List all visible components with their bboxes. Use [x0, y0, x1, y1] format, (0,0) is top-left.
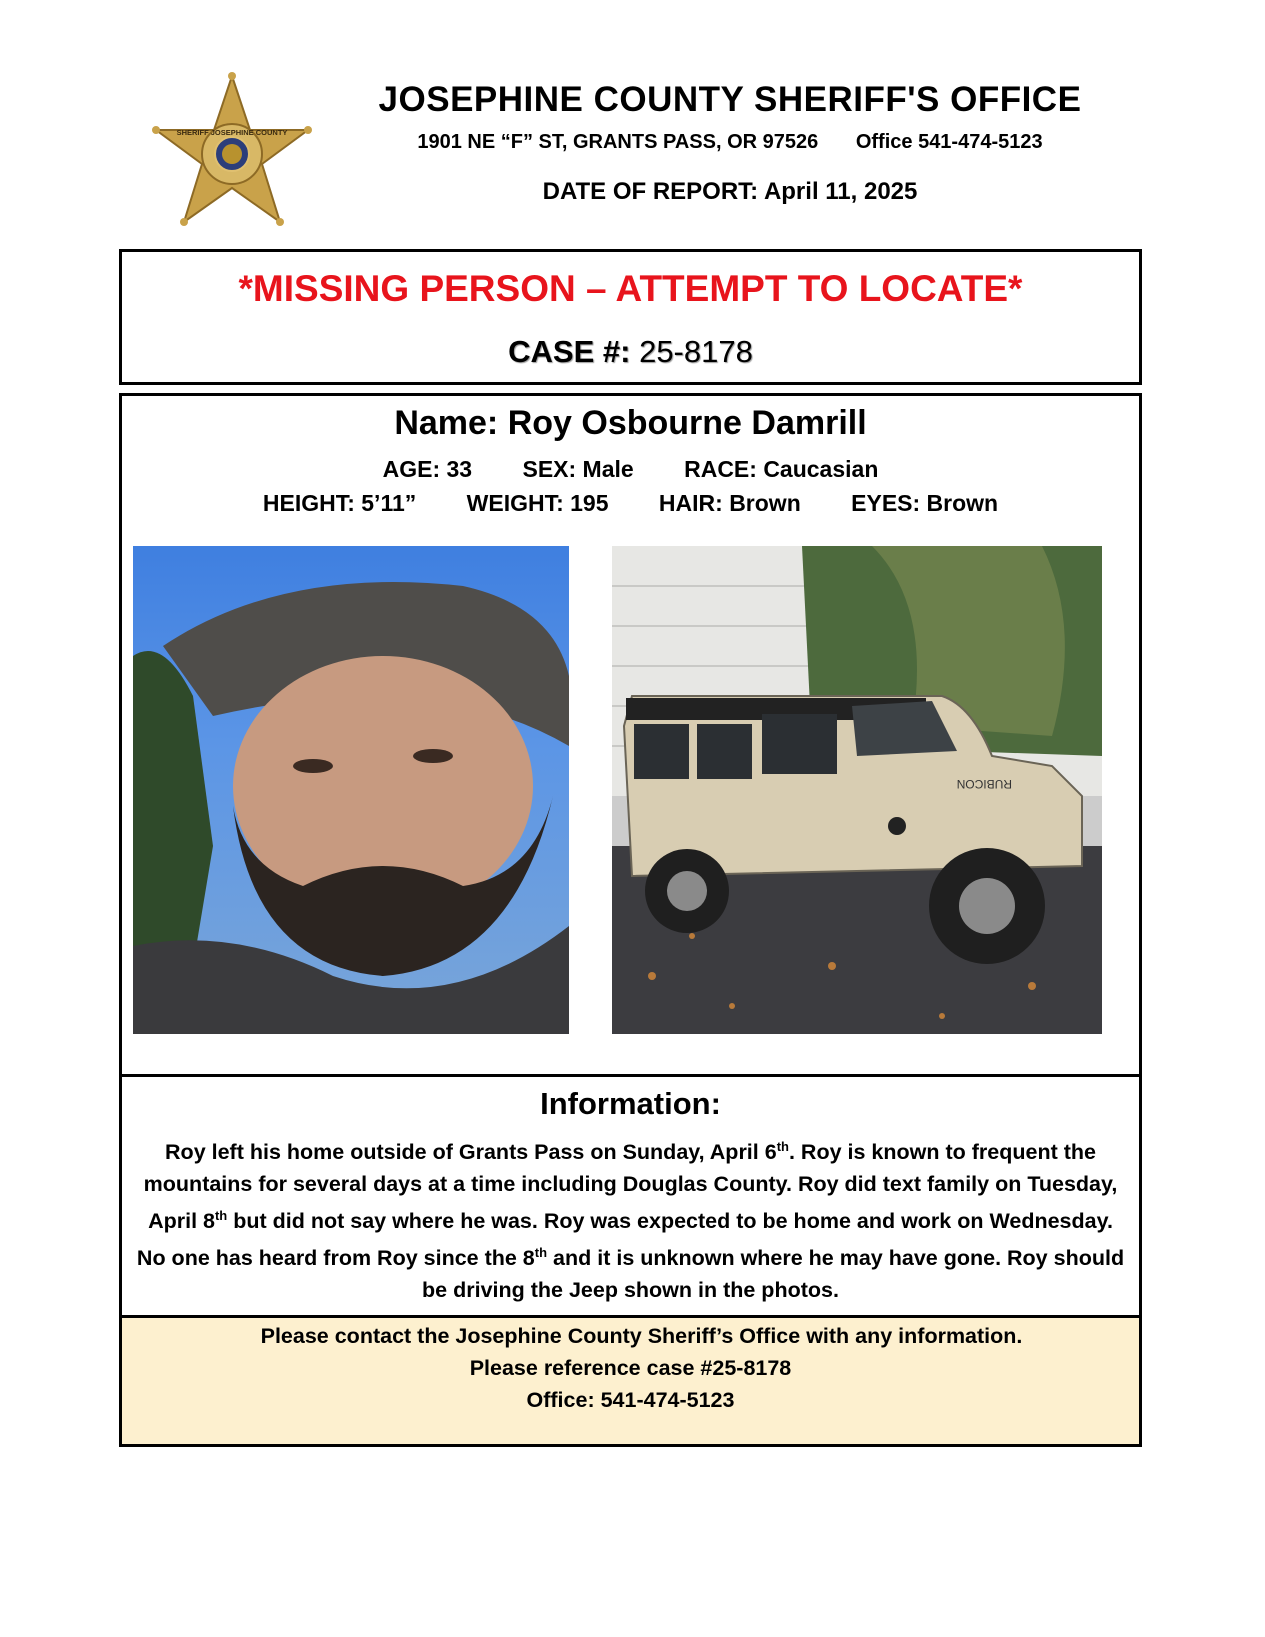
info-text-part: and it is unknown where he may have gone. Roy should be driving the Jeep shown in the photos.	[422, 1246, 1125, 1303]
person-name: Name: Roy Osbourne Damrill	[394, 404, 867, 442]
information-text	[134, 1131, 1127, 1306]
section-divider	[122, 1074, 1139, 1077]
person-stats-row-2	[122, 490, 1139, 517]
person-stats-row-1	[122, 456, 1139, 483]
badge-text: SHERIFF JOSEPHINE COUNTY	[176, 128, 288, 137]
ordinal-suffix: th	[214, 1208, 228, 1224]
person-weight: WEIGHT: 195	[466, 490, 609, 516]
alert-box	[119, 249, 1142, 385]
contact-section	[122, 1315, 1139, 1444]
person-age: AGE: 33	[382, 456, 473, 482]
agency-title: JOSEPHINE COUNTY SHERIFF'S OFFICE	[378, 80, 1082, 119]
office-phone: Office 541-474-5123	[855, 131, 1043, 153]
person-race: RACE: Caucasian	[684, 456, 879, 482]
info-text-part: Roy left his home outside of Grants Pass on Sunday, April 6	[165, 1140, 777, 1165]
ordinal-suffix: th	[534, 1245, 548, 1261]
info-text-part: but did not say where he was. Roy was expected to be home and work on Wednesday. No one has heard from Roy since the 8	[136, 1209, 1113, 1271]
report-date: DATE OF REPORT: April 11, 2025	[542, 178, 918, 205]
missing-person-photo	[133, 546, 569, 1034]
information-heading: Information:	[540, 1086, 721, 1121]
person-height: HEIGHT: 5’11”	[262, 490, 417, 516]
case-label: CASE #:	[508, 334, 631, 369]
person-eyes: EYES: Brown	[851, 490, 999, 516]
agency-address: 1901 NE “F” ST, GRANTS PASS, OR 97526	[417, 131, 819, 153]
contact-phone: Office: 541-474-5123	[526, 1388, 735, 1412]
person-hair: HAIR: Brown	[658, 490, 801, 516]
case-number-line	[122, 334, 1139, 370]
person-details-box	[119, 393, 1142, 1447]
contact-line: Please contact the Josephine County Sheriff’s Office with any information.	[260, 1324, 1023, 1348]
ordinal-suffix: th	[776, 1139, 789, 1154]
alert-title: *MISSING PERSON – ATTEMPT TO LOCATE*	[238, 268, 1023, 309]
info-text-part: . Roy is known to frequent the mountains for several days at a time including Douglas County. Roy did text family on Tuesday, April 8	[143, 1140, 1118, 1234]
vehicle-jeep-photo	[612, 546, 1102, 1034]
sheriff-star-badge-logo	[152, 72, 312, 230]
case-number: 25-8178	[639, 334, 753, 369]
vehicle-badge-text: RUBICON	[956, 777, 1012, 791]
case-reference: Please reference case #25-8178	[469, 1356, 792, 1380]
person-sex: SEX: Male	[522, 456, 634, 482]
agency-address-line	[300, 131, 1160, 154]
